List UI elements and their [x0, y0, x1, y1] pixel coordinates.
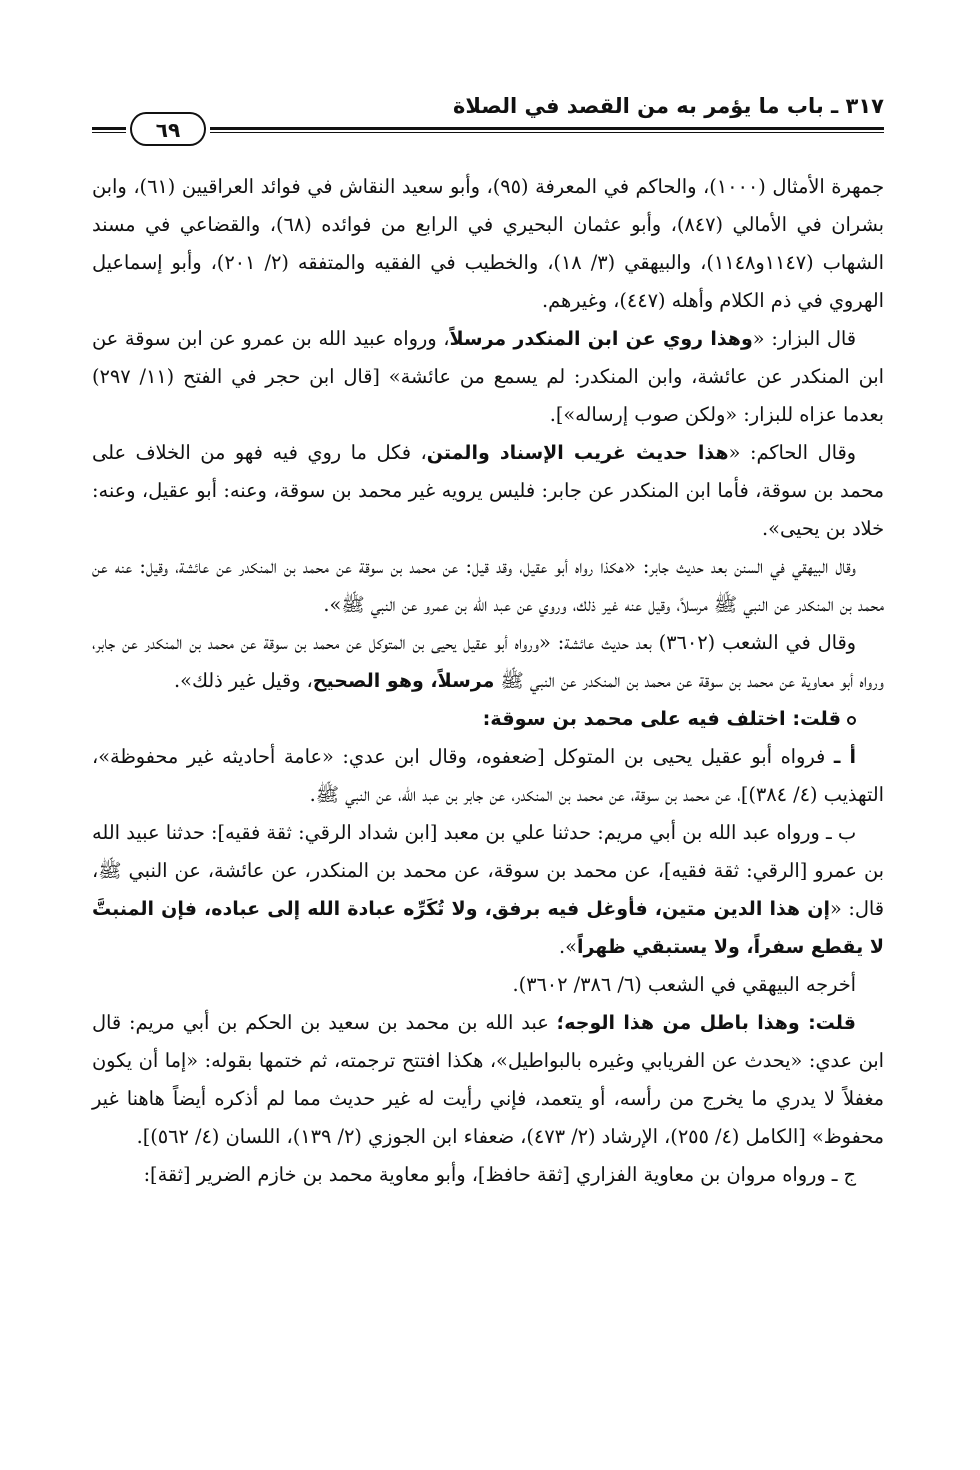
paragraph-10: [92, 1004, 884, 1156]
paragraph-8: [92, 814, 884, 966]
paragraph-1: جمهرة الأمثال (١٠٠٠)، والحاكم في المعرفة (٩٥)، وأبو سعيد النقاش في فوائد العراقيين (٦١)، وابن بشران في الأمالي (٨٤٧)، وأبو عثمان البحيري في الرابع من فوائده (٦٨)، والقضاعي في مسند الشهاب (١١٤٧و١١٤٨)، والبيهقي (٣/ ١٨)، والخطيب في الفقيه والمتفقه (٢/ ٢٠١)، وأبو إسماعيل الهروي في ذم الكلام وأهله (٤٤٧)، وغيرهم.: [92, 175, 885, 312]
text-span: ، فكل ما روي فيه فهو من الخلاف على محمد بن سوقة، فأما ابن المنكدر عن جابر: فليس يرويه غير محمد بن سوقة، وعنه: أبو عقيل، وعنه: خلاد بن يحيى».: [92, 441, 884, 540]
bold-hadith: إن هذا الدين متين، فأوغل فيه برفق، ولا تُكَرِّه عبادة الله إلى عباده، فإن المنبتَّ لا يقطع سفراً، ولا يستبقي ظهراً: [92, 898, 884, 958]
header-rule: [210, 127, 884, 130]
chapter-title: ٣١٧ ـ باب ما يؤمر به من القصد في الصلاة: [453, 94, 884, 118]
text-span: ».: [559, 935, 577, 958]
paragraph-6: [92, 700, 884, 738]
text-span: قال البزار: «: [752, 327, 857, 350]
paragraph-5: [92, 624, 884, 700]
section-heading: قلت: اختلف فيه على محمد بن سوقة:: [482, 707, 841, 730]
text-span: ، وقيل غير ذلك».: [174, 669, 313, 692]
bold-quote: هذا حديث غريب الإسناد والمتن: [426, 442, 729, 464]
paragraph-11: ج ـ ورواه مروان بن معاوية الفزاري [ثقة حافظ]، وأبو معاوية محمد بن خازم الضرير [ثقة]:: [143, 1163, 856, 1186]
bold-verdict: قلت: وهذا باطل من هذا الوجه؛: [556, 1012, 856, 1034]
bold-quote: وهذا روي عن ابن المنكدر مرسلاً: [449, 328, 753, 350]
paragraph-2: [92, 320, 884, 434]
circle-bullet-icon: [847, 716, 856, 725]
paragraph-9: أخرجه البيهقي في الشعب (٦/ ٣٨٦/ ٣٦٠٢).: [512, 973, 856, 996]
header-rule-thin: [210, 132, 884, 133]
paragraph-4: وقال البيهقي في السنن بعد حديث جابر: «هكذا رواه أبو عقيل، وقد قيل: عن محمد بن سوقة عن محمد بن المنكدر عن عائشة، وقيل: عنه عن محمد بن المنكدر عن النبي ﷺ مرسلاً، وقيل عنه غير ذلك، وروي عن عبد الله بن عمرو عن النبي ﷺ».: [92, 555, 884, 616]
bold-quote: مرسلاً، وهو الصحيح: [312, 670, 495, 692]
body-text: [92, 168, 884, 1390]
header-rule-left-thin: [92, 132, 126, 133]
text-span: ب ـ ورواه عبد الله بن أبي مريم: حدثنا علي بن معبد [ابن شداد الرقي: ثقة فقيه]: حدثنا عبيد الله بن عمرو [الرقي: ثقة فقيه]، عن محمد بن سوقة، عن محمد بن المنكدر، عن عائشة، عن النبي ﷺ، قال: «: [92, 821, 884, 920]
header-rule-left: [92, 127, 126, 130]
item-marker: أ ـ: [833, 746, 857, 768]
text-span: عبد الله بن محمد بن سعيد بن الحكم بن أبي مريم: قال ابن عدي: «يحدث عن الفريابي وغيره بالبواطيل»، هكذا افتتح ترجمته، ثم ختمها بقوله: «إما أن يكون مغفلاً لا يدري ما يخرج من رأسه، أو يتعمد، فإني رأيت له غير حديث مما لم أذكره أيضاً هاهنا غير محفوظ» [الكامل (٤/ ٢٥٥)، الإرشاد (٢/ ٤٧٣)، ضعفاء ابن الجوزي (٢/ ١٣٩)، اللسان (٤/ ٥٦٢)].: [92, 1011, 884, 1148]
paragraph-7: [92, 738, 884, 814]
page-header: [92, 92, 884, 152]
page-number: ٦٩: [130, 112, 206, 146]
paragraph-3: [92, 434, 884, 548]
text-span: فرواه أبو عقيل يحيى بن المتوكل [ضعفوه، وقال ابن عدي: «عامة أحاديثه غير محفوظة»، التهذيب (٤/ ٣٨٤)]، عن محمد بن سوقة، عن محمد بن المنكدر، عن جابر بن عبد الله، عن النبي ﷺ.: [92, 745, 884, 806]
text-span: ، ورواه عبيد الله بن عمرو عن ابن سوقة عن ابن المنكدر عن عائشة، وابن المنكدر: لم يسمع من عائشة» [قال ابن حجر في الفتح (١١/ ٢٩٧) بعدما عزاه للبزار: «ولكن صوب إرساله»].: [92, 327, 884, 426]
text-span: وقال الحاكم: «: [728, 441, 856, 464]
text-span: وقال في الشعب (٣٦٠٢) بعد حديث عائشة: «ورواه أبو عقيل يحيى بن المتوكل عن محمد بن سوقة عن محمد بن المنكدر عن جابر، ورواه أبو معاوية عن محمد بن سوقة عن محمد بن المنكدر عن النبي ﷺ: [92, 631, 884, 692]
